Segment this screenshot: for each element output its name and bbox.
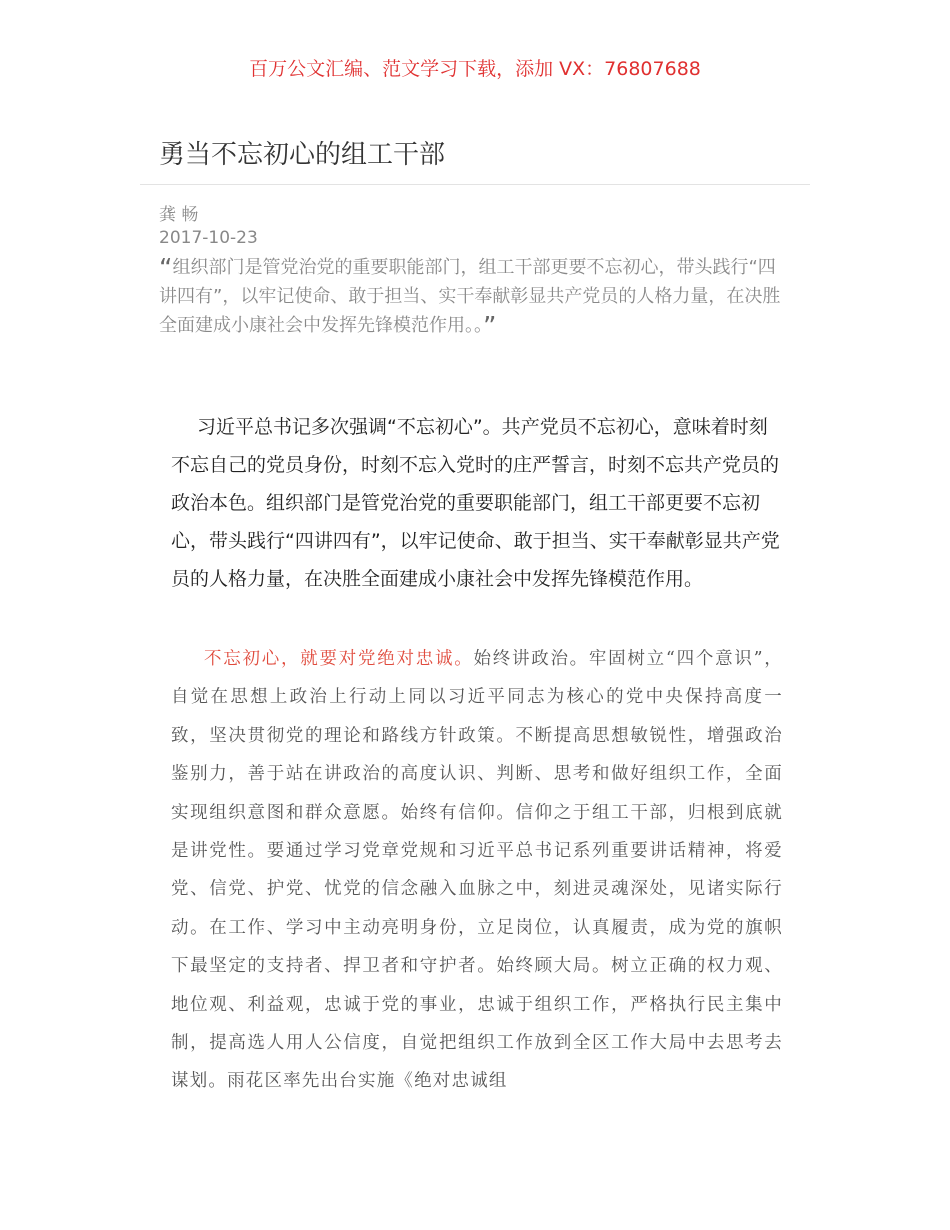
section-paragraph [171,640,783,1101]
article-date: 2017-10-23 [159,228,258,248]
summary-text: 组织部门是管党治党的重要职能部门，组工干部更要不忘初心，带头践行“四讲四有”，以牢记使命、敢于担当、实干奉献彰显共产党员的人格力量，在决胜全面建成小康社会中发挥先锋模范作用。。 [159,257,781,336]
section-body-text: 始终讲政治。牢固树立“四个意识”，自觉在思想上政治上行动上同以习近平同志为核心的党中央保持高度一致，坚决贯彻党的理论和路线方针政策。不断提高思想敏锐性，增强政治鉴别力，善于站在讲政治的高度认识、判断、思考和做好组织工作，全面实现组织意图和群众意愿。始终有信仰。信仰之于组工干部，归根到底就是讲党性。要通过学习党章党规和习近平总书记系列重要讲话精神，将爱党、信党、护党、忧党的信念融入血脉之中，刻进灵魂深处，见诸实际行动。在工作、学习中主动亮明身份，立足岗位，认真履责，成为党的旗帜下最坚定的支持者、捍卫者和守护者。始终顾大局。树立正确的权力观、地位观、利益观，忠诚于党的事业，忠诚于组织工作，严格执行民主集中制，提高选人用人公信度，自觉把组织工作放到全区工作大局中去思考去谋划。雨花区率先出台实施《绝对忠诚组 [171,649,783,1092]
section-heading: 不忘初心，就要对党绝对忠诚。 [204,649,474,669]
article-summary [159,253,789,340]
article-author: 龚 畅 [159,205,199,225]
download-banner: 百万公文汇编、范文学习下载，添加 VX：76807688 [249,58,701,80]
open-quote-mark: “ [159,254,173,284]
title-divider [140,184,810,185]
lead-paragraph: 习近平总书记多次强调“不忘初心”。共产党员不忘初心，意味着时刻不忘自己的党员身份，时刻不忘入党时的庄严誓言，时刻不忘共产党员的政治本色。组织部门是管党治党的重要职能部门，组工干部更要不忘初心，带头践行“四讲四有”，以牢记使命、敢于担当、实干奉献彰显共产党员的人格力量，在决胜全面建成小康社会中发挥先锋模范作用。 [171,416,780,590]
article-title: 勇当不忘初心的组工干部 [159,140,446,170]
close-quote-mark: ” [483,312,497,342]
